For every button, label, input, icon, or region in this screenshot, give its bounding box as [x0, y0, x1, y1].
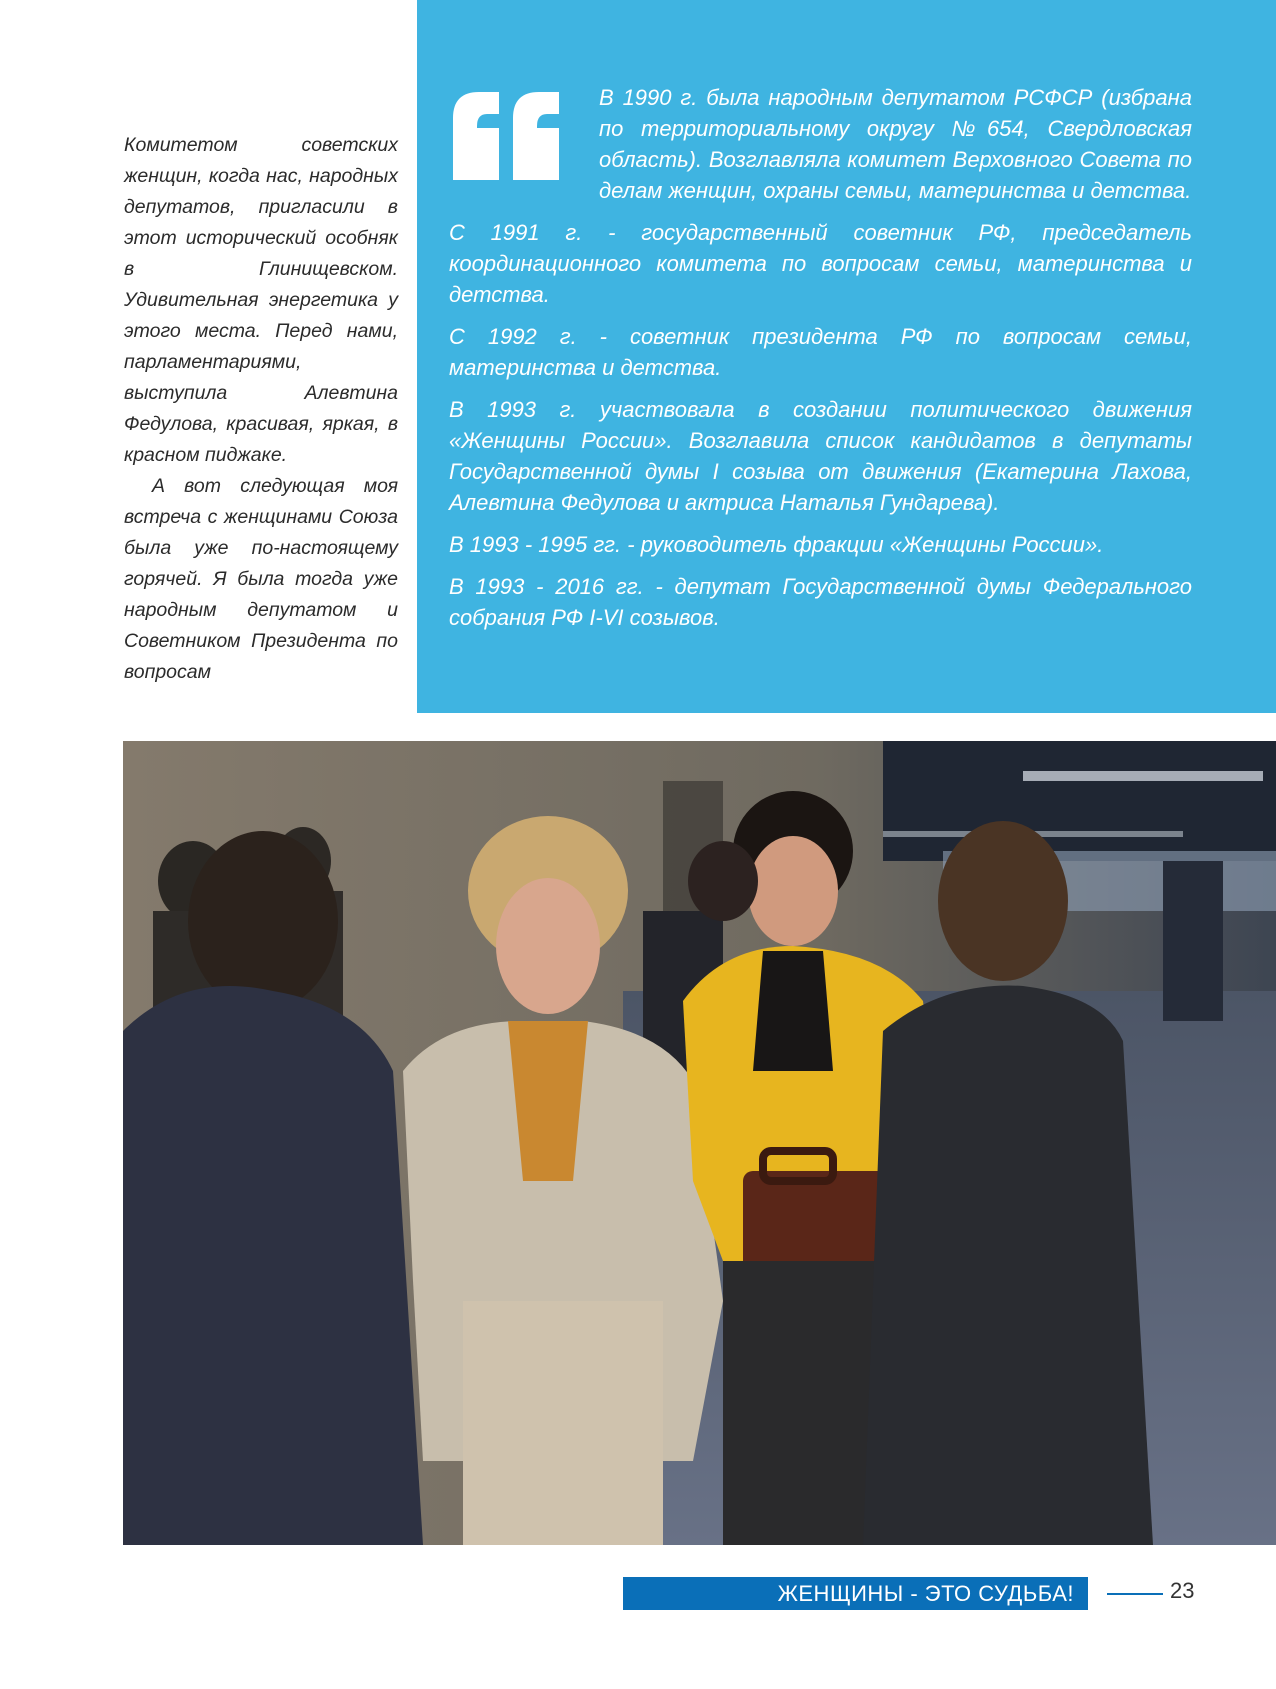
- bio-paragraph-6: В 1993 - 2016 гг. - депутат Государственной думы Федерального собрания РФ I-VI созывов.: [449, 574, 1192, 630]
- footer-title-bar: [623, 1577, 1088, 1610]
- left-text-column: [124, 130, 398, 688]
- left-paragraph-2: А вот следующая моя встреча с женщинами Союза была уже по-настоящему горячей. Я была тогда уже народным депутатом и Советником Президента по вопросам: [124, 475, 398, 683]
- bio-paragraph-4: В 1993 г. участвовала в создании политического движения «Женщины России». Возглавила список кандидатов в депутаты Государственной думы I созыва от движения (Екатерина Лахова, Алевтина Федулова и актриса Наталья Гундарева).: [449, 397, 1192, 515]
- page-number: 23: [1170, 1578, 1195, 1603]
- bio-paragraph-3: С 1992 г. - советник президента РФ по вопросам семьи, материнства и детства.: [449, 324, 1192, 380]
- biography-text: [449, 82, 1192, 644]
- bio-paragraph-2: С 1991 г. - государственный советник РФ, председатель координационного комитета по вопросам семьи, материнства и детства.: [449, 220, 1192, 307]
- footer-divider: [1107, 1593, 1163, 1595]
- group-photo: [123, 741, 1276, 1545]
- bio-paragraph-1: В 1990 г. была народным депутатом РСФСР (избрана по территориальному округу №654, Свердловская область). Возглавляла комитет Верховного Совета по делам женщин, охраны семьи, материнства и детства.: [599, 85, 1192, 203]
- footer-title: ЖЕНЩИНЫ - ЭТО СУДЬБА!: [777, 1581, 1074, 1606]
- bio-paragraph-5: В 1993 - 1995 гг. - руководитель фракции «Женщины России».: [449, 532, 1104, 557]
- left-paragraph-1: Комитетом советских женщин, когда нас, народных депутатов, пригласили в этот исторический особняк в Глинищевском. Удивительная энергетика у этого места. Перед нами, парламентариями, выступила Алевтина Федулова, красивая, яркая, в красном пиджаке.: [124, 134, 398, 466]
- biography-quote-panel: [417, 0, 1276, 713]
